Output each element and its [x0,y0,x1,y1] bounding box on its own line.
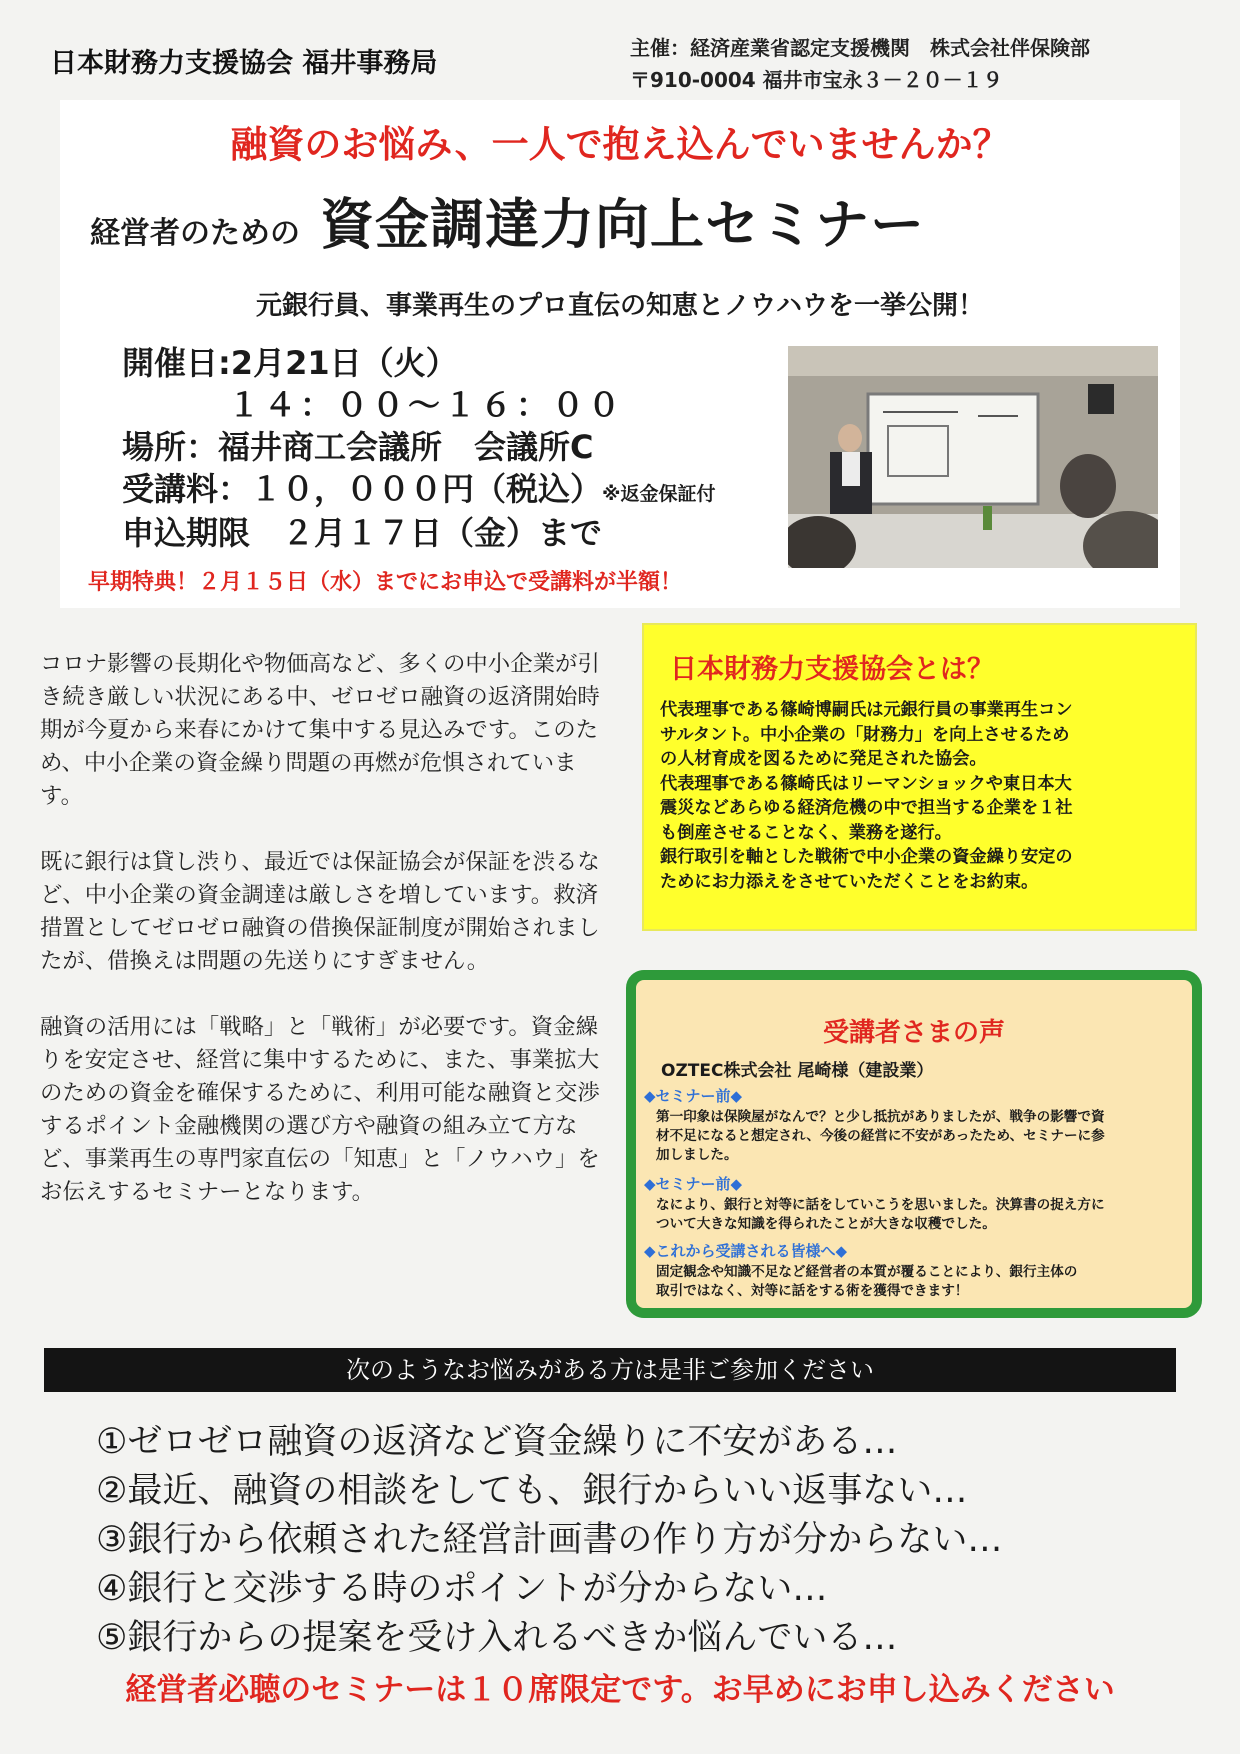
worry-item: ②最近、融資の相談をしても、銀行からいい返事ない… [96,1471,968,1511]
about-text [660,698,1190,894]
logo-text: 日本財務力支援協会 福井事務局 [50,47,438,79]
about-line: 代表理事である篠崎博嗣氏は元銀行員の事業再生コン [660,700,1073,720]
worry-item: ①ゼロゼロ融資の返済など資金繰りに不安がある… [96,1422,898,1462]
about-line: ためにお力添えをさせていただくことをお約束。 [660,871,1039,892]
about-association-box [642,623,1197,931]
event-fee [122,464,716,510]
testimonial-box [626,970,1202,1318]
worry-item: ⑤銀行からの提案を受け入れるべきか悩んでいる… [96,1618,898,1658]
application-deadline: 申込期限 ２月１７日（金）まで [122,514,603,552]
testimonial-text [656,1263,1077,1301]
body-paragraph: 既に銀行は貸し渋り、最近では保証協会が保証を渋るなど、中小企業の資金調達は厳しさを増しています。救済措置としてゼロゼロ融資の借換保証制度が開始されましたが、借換えは問題の先送りにすぎません。 [40,849,600,974]
testimonial-label: ◆セミナー前◆ [644,1087,743,1105]
testimonial-line: 加しました。 [656,1147,738,1163]
seminar-hero [60,100,1180,608]
about-title: 日本財務力支援協会とは？ [670,654,994,685]
testimonial-text [656,1196,1105,1234]
call-to-action: 経営者必聴のセミナーは１０席限定です。お早めにお申し込みください [125,1672,1115,1708]
body-paragraph: コロナ影響の長期化や物価高など、多くの中小企業が引き続き厳しい状況にある中、ゼロゼロ融資の返済開始時期が今夏から来春にかけて集中する見込みです。このため、中小企業の資金繰り問題の再燃が危惧されています。 [40,651,600,809]
worries-list [96,1418,1196,1663]
organizer-address: 〒910-0004 福井市宝永３－２０－１９ [630,68,1003,92]
body-paragraph: 融資の活用には「戦略」と「戦術」が必要です。資金繰りを安定させ、経営に集中するために、また、事業拡大のための資金を確保するために、利用可能な融資と交渉するポイント金融機関の選び方や融資の組み立て方など、事業再生の専門家直伝の「知恵」と「ノウハウ」をお伝えするセミナーとなります。 [40,1014,600,1205]
about-line: 銀行取引を軸とした戦術で中小企業の資金繰り安定の [660,847,1073,867]
about-line: サルタント。中小企業の「財務力」を向上させるため [660,724,1070,745]
testimonial-line: ついて大きな知識を得られたことが大きな収穫でした。 [656,1216,996,1232]
testimonial-title: 受講者さまの声 [822,1018,1005,1048]
testimonial-text [656,1108,1105,1165]
about-line: の人材育成を図るために発足された協会。 [660,749,987,769]
catch-copy: 融資のお悩み、一人で抱え込んでいませんか？ [230,123,1010,166]
seminar-photo [788,346,1158,568]
fee-note: ※返金保証付 [602,483,716,505]
testimonial-label: ◆これから受講される皆様へ◆ [644,1242,848,1260]
about-line: 震災などあらゆる経済危機の中で担当する企業を１社 [660,798,1073,818]
organizer-name: 主催：経済産業省認定支援機関 株式会社伴保険部 [630,36,1090,60]
worry-item: ③銀行から依頼された経営計画書の作り方が分からない… [96,1520,1003,1560]
testimonial-line: なにより、銀行と対等に話をしていこうを思いました。決算書の捉え方に [656,1197,1105,1213]
event-date: 開催日:2月21日（火） [122,344,458,382]
seminar-description [40,648,615,1242]
event-time: １４：００～１６：００ [228,386,625,424]
event-place: 場所：福井商工会議所 会議所C [122,428,594,466]
testimonial-line: 第一印象は保険屋がなんで？と少し抵抗がありましたが、戦争の影響で資 [656,1109,1105,1125]
testimonial-label: ◆セミナー前◆ [644,1175,743,1193]
testimonial-line: 固定観念や知識不足など経営者の本質が覆ることにより、銀行主体の [656,1264,1078,1280]
title-main: 資金調達力向上セミナー [320,193,925,256]
fee-amount: 受講料：１０，０００円（税込） [122,470,603,508]
organizer-info [630,32,1190,96]
title-prefix: 経営者のための [90,216,300,251]
association-logo [46,40,438,80]
about-line: も倒産させることなく、業務を遂行。 [660,822,952,843]
testimonial-line: 材不足になると想定され、今後の経営に不安があったため、セミナーに参 [656,1128,1105,1144]
early-bird-offer: 早期特典！２月１５日（水）までにお申込で受講料が半額！ [88,570,683,595]
about-line: 代表理事である篠崎氏はリーマンショックや東日本大 [660,773,1072,794]
worries-heading-bar: 次のようなお悩みがある方は是非ご参加ください [44,1348,1176,1392]
worry-item: ④銀行と交渉する時のポイントが分からない… [96,1569,828,1609]
testimonial-line: 取引ではなく、対等に話をする術を獲得できます！ [656,1283,969,1299]
seminar-subtitle: 元銀行員、事業再生のプロ直伝の知恵とノウハウを一挙公開！ [255,291,984,321]
testimonial-author: OZTEC株式会社 尾崎様（建設業） [661,1061,934,1081]
seminar-title [90,182,1170,259]
